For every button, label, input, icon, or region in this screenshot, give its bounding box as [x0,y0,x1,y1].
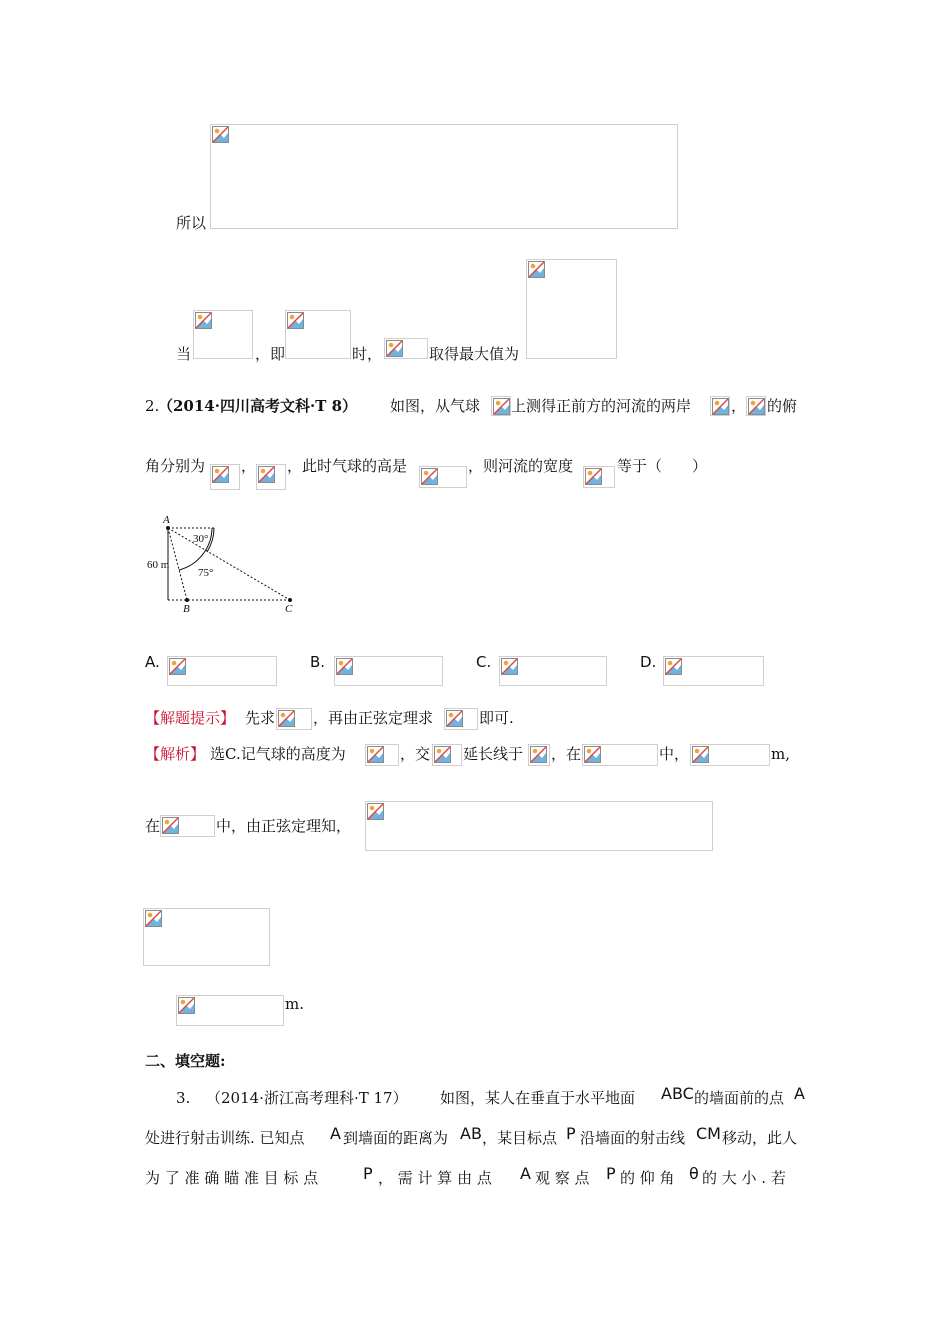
analysis-text: 延长线于 [463,745,524,763]
q3-symbol: P [363,1164,373,1183]
formula-image [582,744,658,766]
label-angle-30: 30° [193,533,209,545]
broken-image-icon [434,746,451,763]
formula-image [384,338,428,359]
option-c-label: C. [476,653,492,671]
analysis-tag: 【解析】 [145,745,206,763]
q2-number: 2. [145,397,160,415]
analysis-text: m. [285,995,304,1013]
formula-image [210,464,240,490]
analysis-text: 中，由正弦定理知， [216,817,352,835]
broken-image-icon [145,910,162,927]
broken-image-icon [278,710,295,727]
formula-image [419,466,467,488]
point-b [185,598,189,602]
broken-image-icon [446,710,463,727]
broken-image-icon [287,312,304,329]
broken-image-icon [748,398,765,415]
broken-image-icon [169,658,186,675]
section-heading: 二、填空题: [145,1052,226,1070]
label-height: 60 m [147,559,170,571]
q2-text: ，此时气球的高是 [287,457,408,475]
broken-image-icon [212,126,229,143]
hint-text: ，再由正弦定理求 [313,709,434,727]
sightline-ab [168,528,187,600]
analysis-text: ，交 [400,745,431,763]
analysis-text: ，在 [551,745,582,763]
broken-image-icon [178,997,195,1014]
broken-image-icon [386,340,403,357]
formula-image [491,396,511,416]
formula-image [256,464,286,490]
broken-image-icon [195,312,212,329]
broken-image-icon [336,658,353,675]
formula-image [432,744,462,766]
formula-image [526,259,617,359]
q3-text: ， 需 计 算 由 点 [378,1169,492,1187]
q3-symbol: A [330,1124,341,1143]
option-c-formula [499,656,607,686]
q2-text: 角分别为 [145,457,206,475]
sightline-ac [168,528,290,600]
formula-image [276,708,312,730]
formula-image [583,466,615,488]
broken-image-icon [530,746,547,763]
option-b-label: B. [310,653,326,671]
analysis-text: 选C.记气球的高度为 [210,745,346,763]
broken-image-icon [665,658,682,675]
analysis-text: 中， [659,745,690,763]
q3-text: 沿墙面的射击线 [580,1129,686,1147]
hint-tag: 【解题提示】 [145,709,236,727]
q3-symbol: A [520,1164,531,1183]
formula-image [528,744,550,766]
option-d-formula [663,656,764,686]
q3-symbol: CM [696,1124,721,1143]
hint-text: 即可. [479,709,514,727]
q3-text: 处进行射击训练. 已知点 [145,1129,305,1147]
broken-image-icon [367,746,384,763]
analysis-text: m, [771,745,790,763]
q2-text: ，则河流的宽度 [468,457,574,475]
q3-text: 移动，此人 [722,1129,798,1147]
q2-text: 如图，从气球 [390,397,481,415]
formula-image [365,801,713,851]
formula-image [176,995,284,1026]
point-c [288,598,292,602]
broken-image-icon [501,658,518,675]
broken-image-icon [585,468,602,485]
q3-text: 的墙面前的点 [694,1089,785,1107]
option-a-label: A. [145,653,160,671]
q2-text: ， [731,397,747,415]
broken-image-icon [258,466,275,483]
analysis-text: 在 [145,817,161,835]
formula-image [444,708,478,730]
q3-text: 的 大 小 . 若 [702,1169,786,1187]
balloon-river-diagram [144,512,304,616]
q3-symbol: ABC [661,1084,694,1103]
q3-text: 如图，某人在垂直于水平地面 [440,1089,636,1107]
formula-image [160,815,215,837]
text-ji: ，即 [255,345,286,363]
q3-symbol: A [794,1084,805,1103]
text-dang: 当 [176,345,192,363]
formula-image [690,744,770,766]
option-a-formula [167,656,277,686]
q3-symbol: P [606,1164,616,1183]
broken-image-icon [212,466,229,483]
formula-image [193,310,253,359]
broken-image-icon [584,746,601,763]
q2-text: ， [241,457,257,475]
label-a: A [163,514,170,526]
formula-image [746,396,766,416]
q3-source: （2014·浙江高考理科·T 17） [206,1089,408,1107]
text-shi: 时， [352,345,383,363]
q3-text: 到墙面的距离为 [343,1129,449,1147]
broken-image-icon [692,746,709,763]
q3-number: 3. [176,1089,191,1107]
formula-image [365,744,399,766]
formula-image [285,310,351,359]
hint-text: 先求 [245,709,276,727]
point-a [166,526,170,530]
q3-symbol: θ [689,1164,699,1183]
q2-text: 等于（ ） [617,457,708,475]
label-angle-75: 75° [198,567,214,579]
q2-source: （2014·四川高考文科·T 8） [158,397,358,415]
broken-image-icon [493,398,510,415]
q3-symbol: AB [460,1124,482,1143]
broken-image-icon [162,817,179,834]
broken-image-icon [528,261,545,278]
formula-image [210,124,678,229]
option-d-label: D. [640,653,657,671]
formula-image [143,908,270,966]
text-suoyi: 所以 [176,214,207,232]
q2-text: 上测得正前方的河流的两岸 [511,397,692,415]
label-c: C [285,603,293,615]
broken-image-icon [421,468,438,485]
q2-text: 的俯 [767,397,798,415]
formula-image [710,396,730,416]
q3-text: 观 察 点 [535,1169,590,1187]
label-b: B [183,603,190,615]
q3-text: ，某目标点 [482,1129,558,1147]
q3-text: 为 了 准 确 瞄 准 目 标 点 [145,1169,319,1187]
q3-symbol: P [566,1124,576,1143]
broken-image-icon [367,803,384,820]
text-max: 取得最大值为 [429,345,520,363]
option-b-formula [334,656,443,686]
q3-text: 的 仰 角 [620,1169,675,1187]
broken-image-icon [712,398,729,415]
